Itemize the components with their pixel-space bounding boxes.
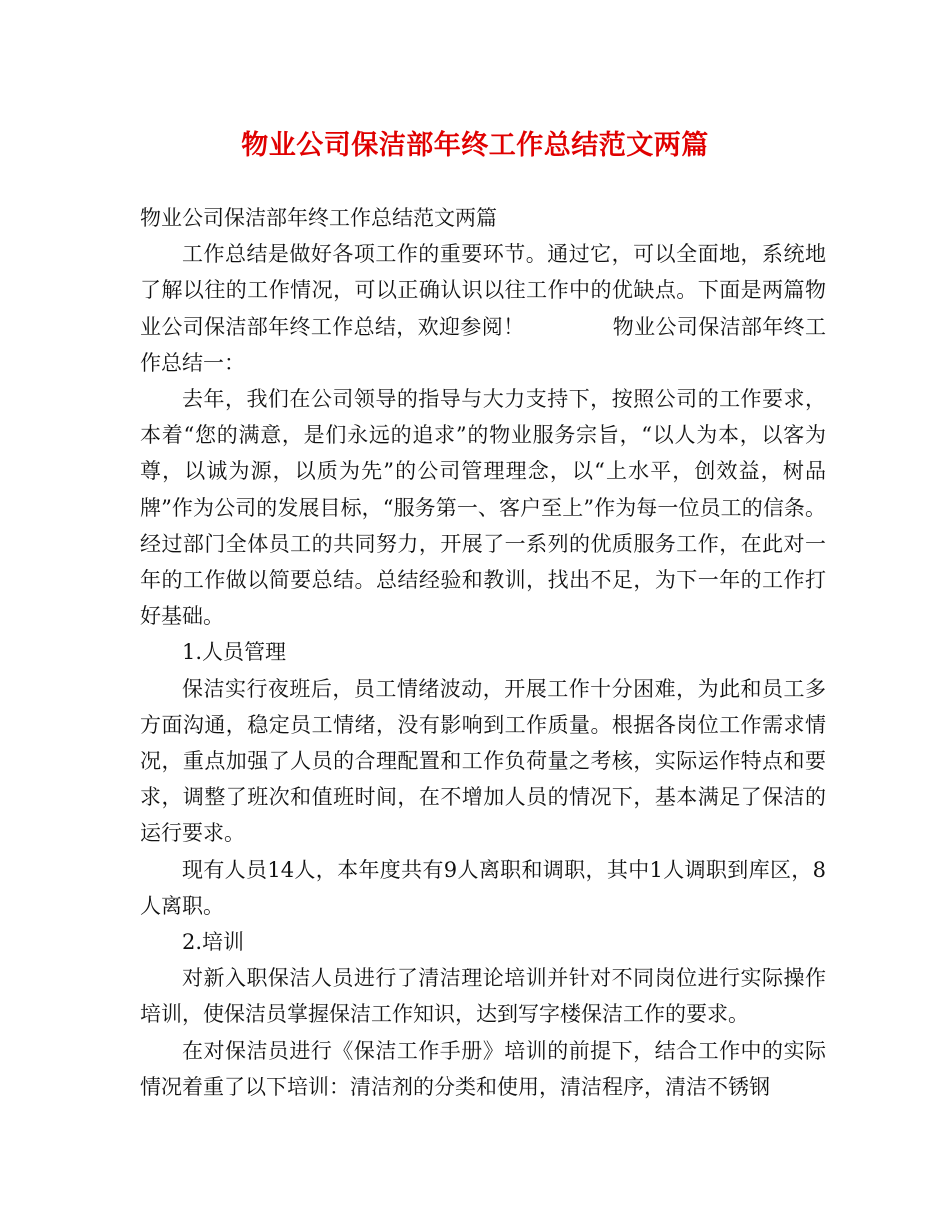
section-heading-training: 2.培训: [182, 930, 245, 955]
intro-paragraph: [140, 236, 826, 381]
section-heading-personnel: 1.人员管理: [182, 640, 287, 665]
document-body: [140, 200, 826, 1105]
document-title: 物业公司保洁部年终工作总结范文两篇: [241, 130, 709, 161]
body-paragraph: 去年，我们在公司领导的指导与大力支持下，按照公司的工作要求，本着“您的满意，是们永远的追求”的物业服务宗旨，“以人为本，以客为尊，以诚为源，以质为先”的公司管理理念，以“上水平，创效益，树品牌”作为公司的发展目标，“服务第一、客户至上”作为每一位员工的信条。经过部门全体员工的共同努力，开展了一系列的优质服务工作，在此对一年的工作做以简要总结。总结经验和教训，找出不足，为下一年的工作打好基础。: [140, 387, 826, 629]
document-subtitle: 物业公司保洁部年终工作总结范文两篇: [140, 206, 497, 230]
body-paragraph: 保洁实行夜班后，员工情绪波动，开展工作十分困难，为此和员工多方面沟通，稳定员工情绪，没有影响到工作质量。根据各岗位工作需求情况，重点加强了人员的合理配置和工作负荷量之考核，实际运作特点和要求，调整了班次和值班时间，在不增加人员的情况下，基本满足了保洁的运行要求。: [140, 676, 826, 846]
intro-summary-heading: 物业公司保洁部年终工作总结一：: [140, 314, 827, 375]
intro-text: 工作总结是做好各项工作的重要环节。通过它，可以全面地，系统地了解以往的工作情况，可以正确认识以往工作中的优缺点。下面是两篇物业公司保洁部年终工作总结，欢迎参阅！: [140, 242, 826, 339]
body-paragraph: 对新入职保洁人员进行了清洁理论培训并针对不同岗位进行实际操作培训，使保洁员掌握保洁工作知识，达到写字楼保洁工作的要求。: [140, 966, 826, 1027]
body-paragraph: 现有人员14人，本年度共有9人离职和调职，其中1人调职到库区，8人离职。: [140, 857, 826, 918]
body-paragraph: 在对保洁员进行《保洁工作手册》培训的前提下，结合工作中的实际情况着重了以下培训：清洁剂的分类和使用，清洁程序，清洁不锈钢: [140, 1038, 826, 1099]
